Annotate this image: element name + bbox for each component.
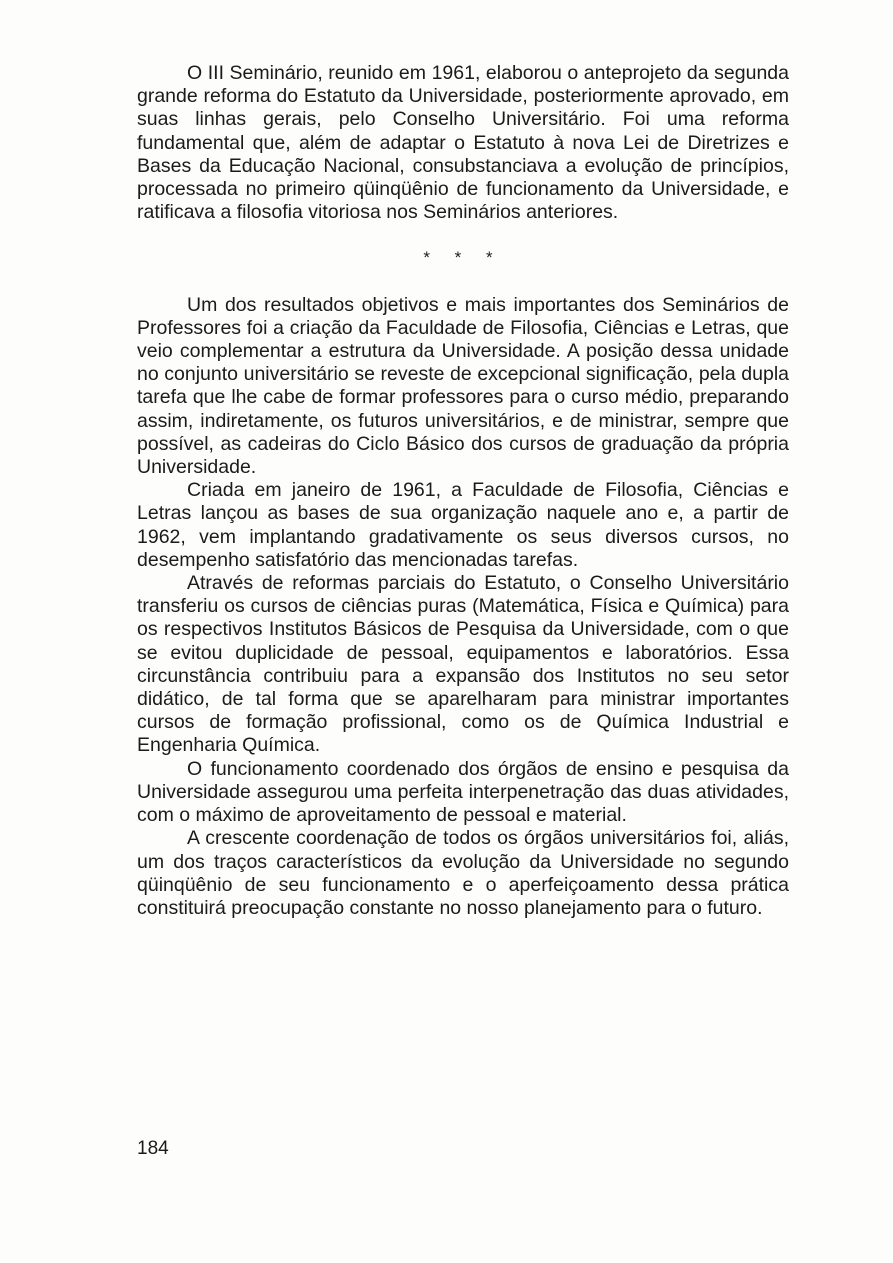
paragraph: O funcionamento coordenado dos órgãos de ensino e pesquisa da Universidade assegurou uma perfeita interpenetração das duas atividades, com o máximo de aproveitamento de pessoal e material. <box>137 757 789 827</box>
paragraph: Criada em janeiro de 1961, a Faculdade de Filosofia, Ciências e Letras lançou as bases de sua organização naquele ano e, a partir de 1962, vem implantando gradativamente os seus diversos cursos, no desempenho satisfatório das mencionadas tarefas. <box>137 479 789 571</box>
text-column <box>137 62 789 920</box>
section-separator: * * * <box>423 248 503 268</box>
paragraph-intro: O III Seminário, reunido em 1961, elaborou o anteprojeto da segunda grande reforma do Estatuto da Universidade, posteriormente aprovado, em suas linhas gerais, pelo Conselho Universitário. Foi uma reforma fundamental que, além de adaptar o Estatuto à nova Lei de Diretrizes e Bases da Educação Nacional, consubstanciava a evolução de princípios, processada no primeiro qüinqüênio de funcionamento da Universidade, e ratificava a filosofia vitoriosa nos Seminários anteriores. <box>137 62 789 224</box>
paragraph: Através de reformas parciais do Estatuto, o Conselho Universitário transferiu os cursos de ciências puras (Matemática, Física e Química) para os respectivos Institutos Básicos de Pesquisa da Universidade, com o que se evitou duplicidade de pessoal, equipamentos e laboratórios. Essa circunstância contribuiu para a expansão dos Institutos no seu setor didático, de tal forma que se aparelharam para ministrar importantes cursos de formação profissional, como os de Química Industrial e Engenharia Química. <box>137 572 789 757</box>
page-number: 184 <box>137 1138 169 1159</box>
paragraph: Um dos resultados objetivos e mais importantes dos Seminários de Professores foi a criação da Faculdade de Filosofia, Ciências e Letras, que veio complementar a estrutura da Universidade. A posição dessa unidade no conjunto universitário se reveste de excepcional significação, pela dupla tarefa que lhe cabe de formar professores para o curso médio, preparando assim, indiretamente, os futuros universitários, e de ministrar, sempre que possível, as cadeiras do Ciclo Básico dos cursos de graduação da própria Universidade. <box>137 293 789 479</box>
paragraph: A crescente coordenação de todos os órgãos universitários foi, aliás, um dos traços característicos da evolução da Universidade no segundo qüinqüênio de seu funcionamento e o aperfeiçoamento dessa prática constituirá preocupação constante no nosso planejamento para o futuro. <box>137 827 789 919</box>
